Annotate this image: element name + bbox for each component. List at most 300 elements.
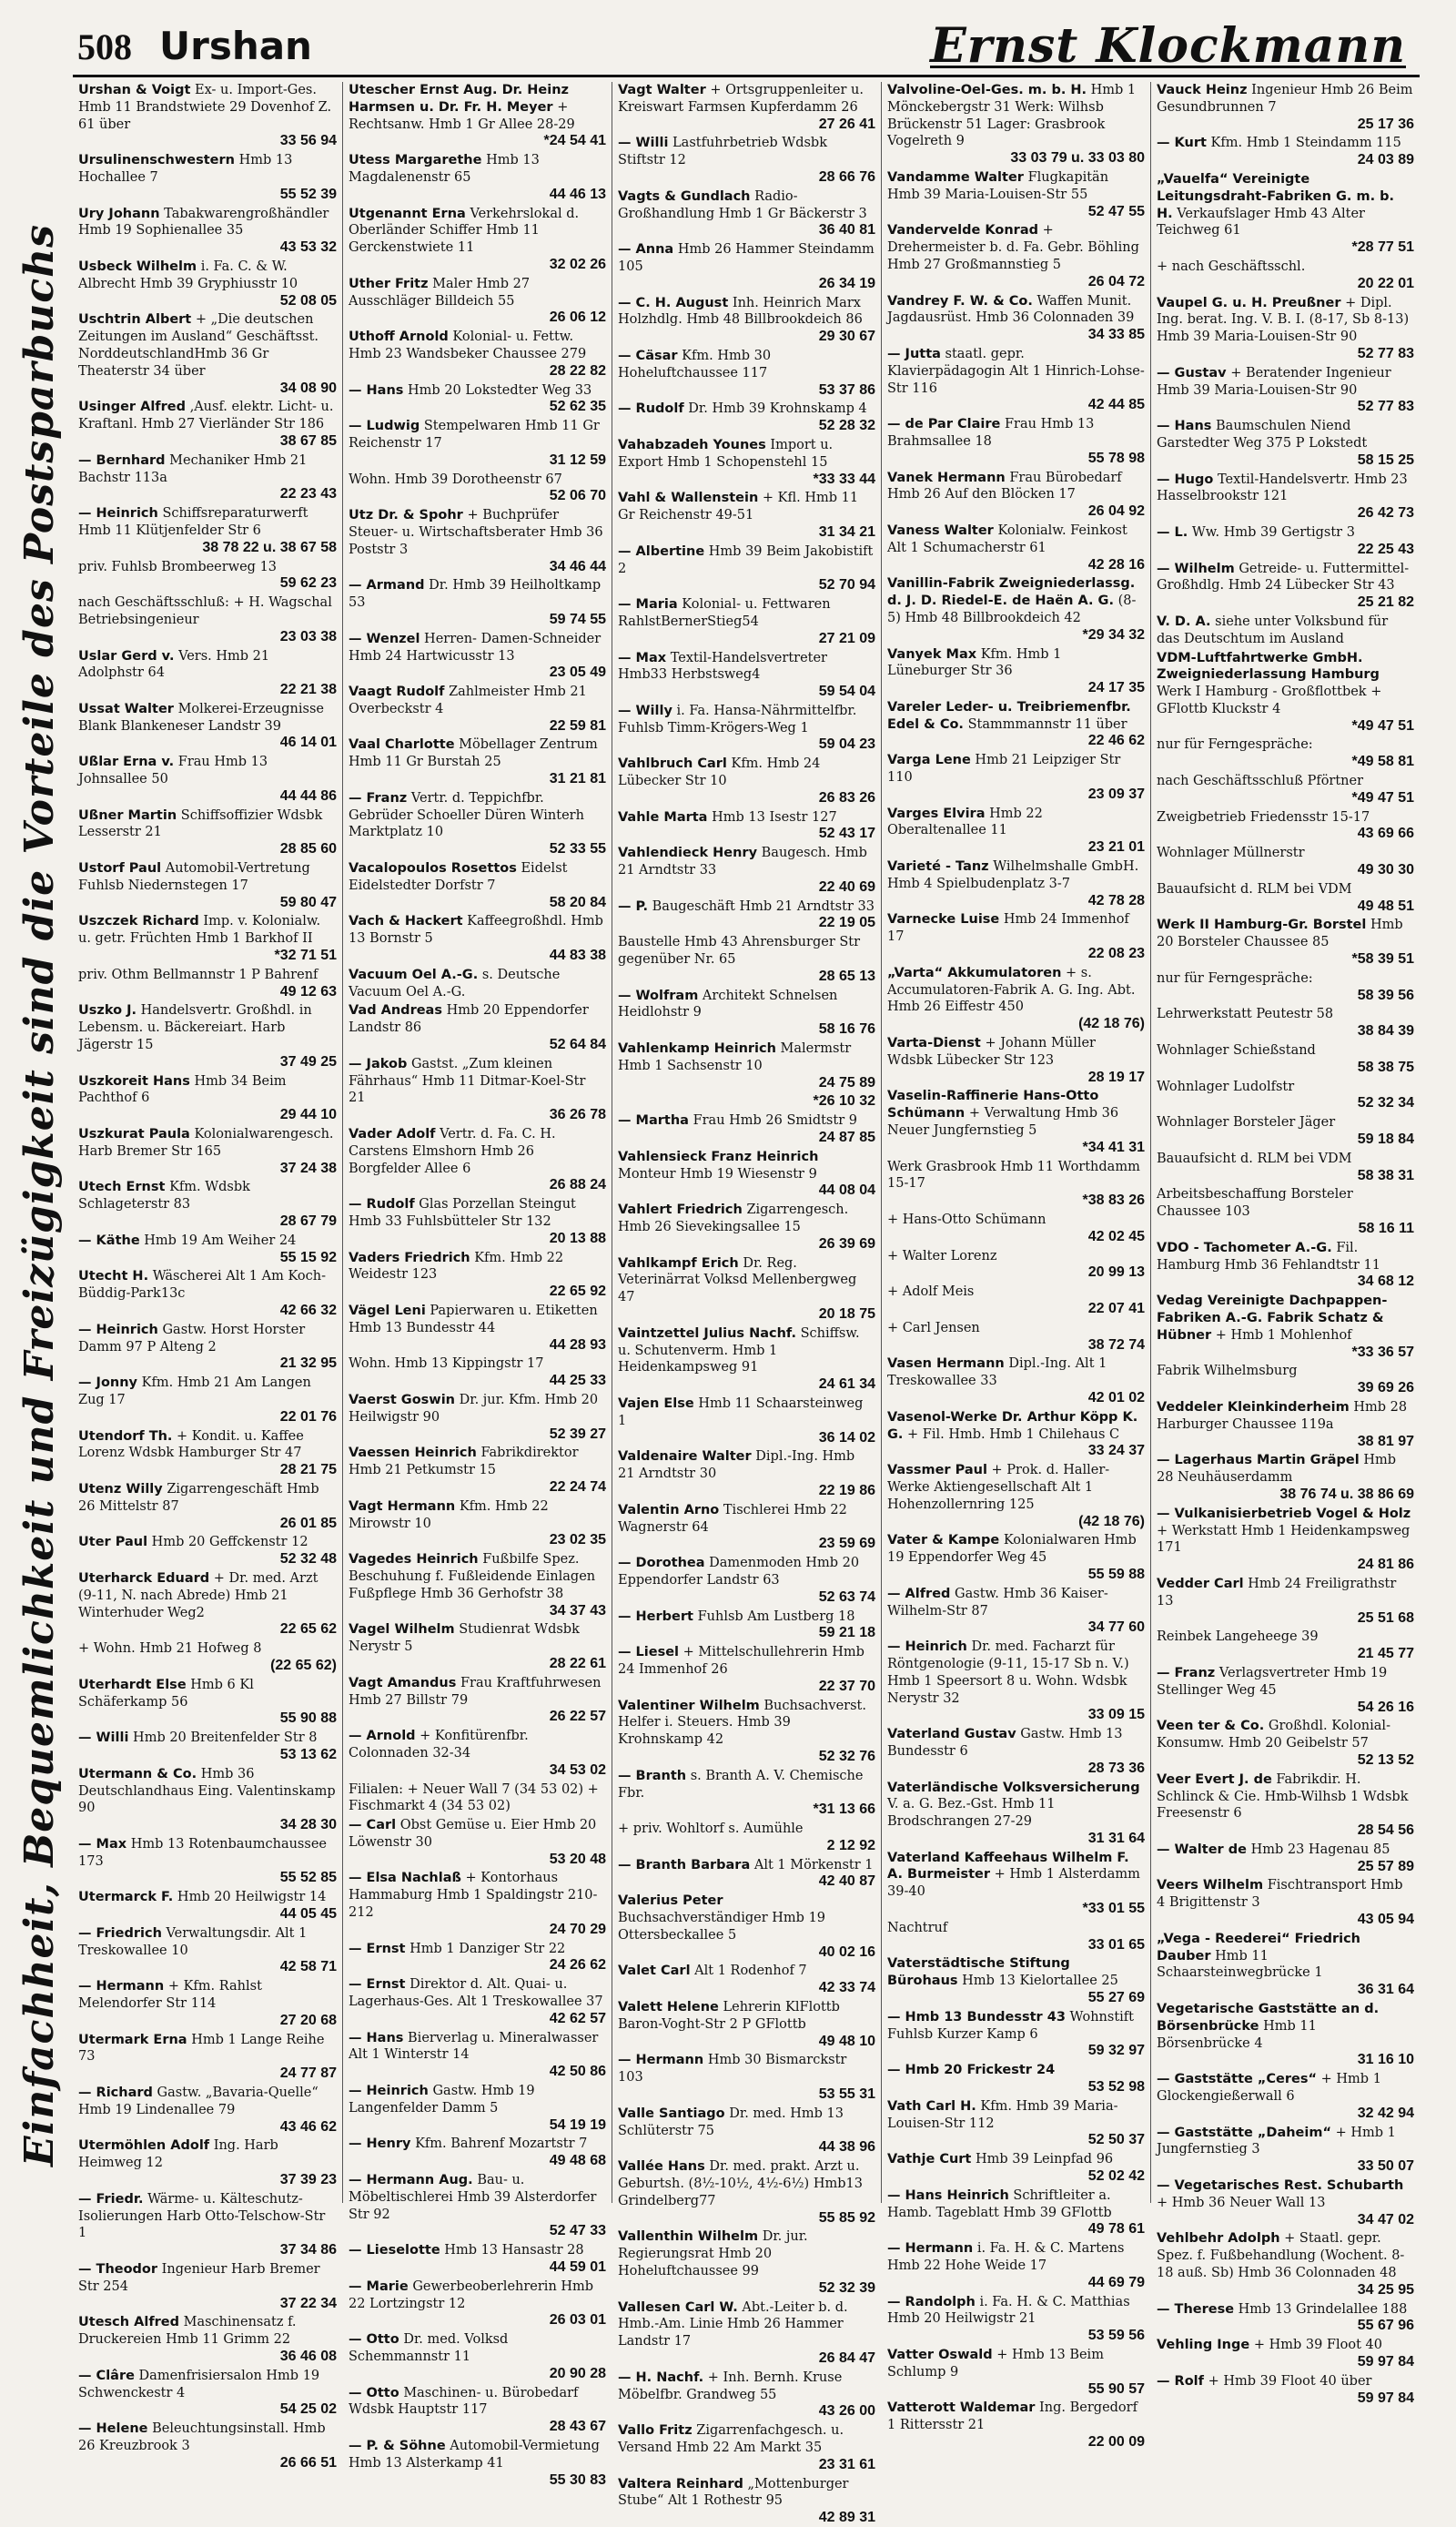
entry-phone-number: 22 65 62 bbox=[279, 1621, 337, 1638]
directory-entry bbox=[349, 577, 606, 628]
entry-details: Kolonial- u. Fettw. Hmb 23 Wandsbeker Chaussee 279 bbox=[349, 330, 587, 361]
entry-phone-number: 55 90 57 bbox=[1087, 2380, 1145, 2397]
entry-phone-number: 38 84 39 bbox=[1357, 1023, 1414, 1040]
entry-phone-number: 37 39 23 bbox=[279, 2172, 337, 2188]
entry-phone-number: *24 54 41 bbox=[543, 133, 606, 149]
entry-name: V. D. A. bbox=[1157, 614, 1211, 629]
header-rule bbox=[73, 75, 1420, 77]
entry-details: i. Fa. C. & W. Albrecht Hmb 39 Gryphiusstr 10 bbox=[78, 259, 298, 291]
entry-details: + Prok. d. Haller-Werke Aktiengesellschaft Alt 1 Hohenzollernring 125 bbox=[887, 1463, 1110, 1512]
entry-phone-number: 49 30 30 bbox=[1357, 862, 1414, 878]
entry-details: Schriftleiter a. Hamb. Tageblatt Hmb 39 GFlottb bbox=[887, 2187, 1112, 2220]
directory-entry bbox=[887, 2400, 1145, 2451]
directory-entry bbox=[618, 1202, 875, 1253]
directory-entry bbox=[78, 1677, 337, 1728]
entry-name: — Wenzel bbox=[349, 631, 420, 646]
entry-phone-number: 53 13 62 bbox=[279, 1746, 337, 1762]
directory-entry bbox=[887, 346, 1145, 414]
directory-entry bbox=[78, 648, 337, 699]
directory-entry bbox=[1157, 1240, 1414, 1291]
entry-details: + Kondit. u. Kaffee Lorenz Wdsbk Hamburger Str 47 bbox=[78, 1428, 304, 1461]
entry-phone-number: 26 03 01 bbox=[549, 2312, 606, 2329]
directory-entry bbox=[887, 470, 1145, 521]
directory-entry bbox=[618, 845, 875, 896]
entry-name: — Hermann bbox=[78, 1979, 165, 1994]
entry-name: — H. Nachf. bbox=[618, 2370, 704, 2385]
entry-phone-number: 52 70 94 bbox=[818, 577, 875, 594]
directory-entry bbox=[78, 2191, 337, 2259]
directory-entry bbox=[887, 1955, 1145, 2006]
entry-name: Valett Helene bbox=[618, 2000, 719, 2015]
directory-entry bbox=[618, 295, 875, 346]
entry-phone-number: 31 31 64 bbox=[1087, 1830, 1145, 1846]
entry-phone-number: 59 54 04 bbox=[818, 684, 875, 700]
entry-name: Uschtrin Albert bbox=[78, 312, 192, 328]
directory-entry bbox=[887, 1920, 1145, 1954]
directory-entry bbox=[78, 259, 337, 310]
entry-details: Textil-Handelsvertreter Hmb33 Herbstsweg4 bbox=[618, 650, 827, 683]
entry-details: Wärme- u. Kälteschutz-Isolierungen Harb Otto-Telschow-Str 1 bbox=[78, 2191, 326, 2241]
entry-details: Kolonial- u. Fettwaren RahlstBernerStieg54 bbox=[618, 597, 831, 629]
directory-entry bbox=[349, 790, 606, 858]
entry-name: Vaessen Heinrich bbox=[349, 1446, 477, 1461]
entry-name: Vaders Friedrich bbox=[349, 1250, 470, 1265]
entry-phone-number: 58 16 11 bbox=[1358, 1221, 1414, 1236]
entry-phone-number: 26 39 69 bbox=[818, 1235, 875, 1252]
directory-entry bbox=[1157, 2071, 1414, 2122]
entry-details: + Johann Müller Wdsbk Lübecker Str 123 bbox=[887, 1036, 1096, 1068]
directory-entry bbox=[78, 1375, 337, 1426]
entry-details: Lehrwerkstatt Peutestr 58 bbox=[1157, 1007, 1334, 1022]
entry-details: Frau Hmb 13 Johnsallee 50 bbox=[78, 755, 268, 787]
entry-phone-number: 55 85 92 bbox=[818, 2209, 875, 2226]
entry-details: Frau Kraftfuhrwesen Hmb 27 Billstr 79 bbox=[349, 1675, 602, 1708]
entry-details: Fabrikdirektor Hmb 21 Petkumstr 15 bbox=[349, 1446, 579, 1478]
entry-phone-number: 52 33 55 bbox=[549, 841, 606, 858]
entry-name: Uterharck Eduard bbox=[78, 1570, 210, 1586]
entry-phone-number: *49 58 81 bbox=[1351, 754, 1414, 770]
entry-name: Vagt Hermann bbox=[349, 1498, 456, 1514]
entry-phone-number: 52 32 76 bbox=[818, 1748, 875, 1764]
entry-details: Hmb 1 Danziger Str 22 bbox=[410, 1941, 566, 1956]
entry-phone-number: 22 21 38 bbox=[279, 682, 337, 698]
directory-entry bbox=[349, 1002, 606, 1053]
entry-phone-number: 36 40 81 bbox=[818, 222, 875, 238]
directory-entry bbox=[349, 1196, 606, 1247]
directory-entry bbox=[78, 1126, 337, 1177]
directory-entry bbox=[349, 1728, 606, 1779]
directory-entry bbox=[349, 684, 606, 735]
entry-details: Alt 1 Mörkenstr 1 bbox=[753, 1857, 874, 1872]
entry-phone-number: 32 02 26 bbox=[549, 256, 606, 272]
directory-entry bbox=[1157, 1506, 1414, 1574]
entry-details: Kfm. Hmb 1 Steindamm 115 bbox=[1210, 136, 1401, 151]
directory-entry bbox=[618, 1448, 875, 1499]
entry-phone-number: *34 41 31 bbox=[1082, 1139, 1145, 1155]
entry-details: Ing. Bergedorf 1 Rittersstr 21 bbox=[887, 2400, 1138, 2433]
entry-phone-number: 24 26 62 bbox=[549, 1957, 606, 1974]
entry-phone-number: 23 21 01 bbox=[1087, 839, 1145, 856]
directory-entry bbox=[1157, 82, 1414, 133]
directory-entry bbox=[887, 2098, 1145, 2149]
entry-phone-number: 31 16 10 bbox=[1357, 2052, 1414, 2068]
entry-phone-number: 52 06 70 bbox=[549, 488, 606, 504]
directory-entry bbox=[1157, 2337, 1414, 2371]
entry-details: Verlagsvertreter Hmb 19 Stellinger Weg 45 bbox=[1157, 1665, 1388, 1698]
entry-name: Vatterott Waldemar bbox=[887, 2400, 1036, 2416]
entry-details: Gewerbeoberlehrerin Hmb 22 Lortzingstr 12 bbox=[349, 2278, 594, 2311]
directory-entry bbox=[618, 650, 875, 701]
entry-phone-number: 52 62 35 bbox=[549, 399, 606, 415]
entry-details: Hmb 22 Oberaltenallee 11 bbox=[887, 806, 1043, 838]
entry-details: Gastw. Hmb 19 Langenfelder Damm 5 bbox=[349, 2084, 535, 2116]
entry-details: + Kfl. Hmb 11 Gr Reichenstr 49-51 bbox=[618, 491, 859, 523]
entry-details: priv. Fuhlsb Brombeerweg 13 bbox=[78, 559, 278, 574]
directory-entry bbox=[78, 1889, 337, 1923]
entry-phone-number: 29 30 67 bbox=[818, 329, 875, 345]
entry-details: Dr. med. prakt. Arzt u. Geburtsh. (8½-10½, 4½-6½) Hmb13 Grindelberg77 bbox=[618, 2159, 863, 2208]
entry-details: (8-5) Hmb 48 Billbrookdeich 42 bbox=[887, 594, 1137, 625]
entry-details: Vertr. d. Teppichfbr. Gebrüder Schoeller Düren Winterh Marktplatz 10 bbox=[349, 790, 584, 840]
entry-details: Gastst. „Zum kleinen Fährhaus“ Hmb 11 Ditmar-Koel-Str 21 bbox=[349, 1056, 586, 1106]
directory-entry bbox=[618, 188, 875, 239]
entry-details: Maler Hmb 27 Ausschläger Billdeich 55 bbox=[349, 276, 531, 309]
directory-entry bbox=[78, 860, 337, 911]
entry-phone-number: *49 47 51 bbox=[1351, 789, 1414, 806]
entry-details: + Rechtsanw. Hmb 1 Gr Allee 28-29 bbox=[349, 99, 575, 132]
entry-name: Utecht H. bbox=[78, 1269, 149, 1284]
directory-entry bbox=[887, 2062, 1145, 2096]
entry-details: Hmb 20 Lokstedter Weg 33 bbox=[408, 382, 592, 398]
entry-details: Radio-Großhandlung Hmb 1 Gr Bäckerstr 3 bbox=[618, 188, 867, 221]
entry-name: Varges Elvira bbox=[887, 806, 986, 821]
entry-phone-number: 24 87 85 bbox=[818, 1130, 875, 1146]
directory-entry bbox=[349, 329, 606, 380]
entry-details: Hmb 39 Beim Jakobistift 2 bbox=[618, 543, 874, 576]
entry-name: Vareler Leder- u. Treibriemenfbr. Edel & Co. bbox=[887, 699, 1131, 732]
entry-details: Hmb 13 Kielortallee 25 bbox=[962, 1974, 1118, 1989]
entry-name: — Ludwig bbox=[349, 419, 420, 434]
entry-details: Gastw. „Bavaria-Quelle“ Hmb 19 Lindenallee 79 bbox=[78, 2086, 318, 2117]
directory-entry bbox=[349, 472, 606, 506]
directory-entry bbox=[618, 1395, 875, 1446]
directory-entry bbox=[78, 1268, 337, 1319]
entry-details: + nach Geschäftsschl. bbox=[1157, 259, 1306, 274]
entry-name: Utescher Ernst Aug. Dr. Heinz Harmsen u. Dr. Fr. H. Meyer bbox=[349, 83, 569, 115]
directory-entry bbox=[78, 452, 337, 503]
directory-entry bbox=[887, 1088, 1145, 1156]
entry-name: — Heinrich bbox=[78, 506, 158, 522]
directory-entry bbox=[1157, 736, 1414, 771]
entry-details: Zweigbetrieb Friedensstr 15-17 bbox=[1157, 809, 1370, 825]
entry-details: + Hmb 1 Jungfernstieg 3 bbox=[1157, 2125, 1396, 2157]
entry-phone-number: 21 45 77 bbox=[1357, 1646, 1414, 1662]
directory-entry bbox=[618, 2052, 875, 2103]
directory-entry bbox=[618, 1893, 875, 1961]
entry-name: Uthoff Arnold bbox=[349, 330, 449, 345]
entry-name: Vagel Wilhelm bbox=[349, 1622, 455, 1638]
directory-entry bbox=[78, 2314, 337, 2365]
entry-name: Vaterland Gustav bbox=[887, 1727, 1016, 1742]
entry-phone-number: 59 62 23 bbox=[279, 575, 337, 592]
directory-entry bbox=[618, 596, 875, 647]
entry-name: — Rudolf bbox=[349, 1197, 415, 1213]
entry-name: Vaterstädtische Stiftung Bürohaus bbox=[887, 1956, 1070, 1989]
entry-name: Valerius Peter bbox=[618, 1893, 723, 1909]
directory-entry bbox=[887, 1639, 1145, 1724]
entry-details: Stammmannstr 11 über bbox=[967, 716, 1127, 732]
entry-name: — Hans Heinrich bbox=[887, 2187, 1009, 2203]
entry-phone-number: 52 77 83 bbox=[1357, 399, 1414, 415]
entry-name: — Hans bbox=[349, 382, 404, 398]
directory-entry bbox=[887, 752, 1145, 803]
entry-details: Hmb 1 Lange Reihe 73 bbox=[78, 2032, 325, 2065]
entry-phone-number: 43 05 94 bbox=[1357, 1912, 1414, 1928]
directory-entry bbox=[618, 348, 875, 399]
entry-phone-number: 55 52 85 bbox=[279, 1870, 337, 1886]
entry-phone-number: 25 21 82 bbox=[1357, 594, 1414, 611]
entry-name: Vaselin-Raffinerie Hans-Otto Schümann bbox=[887, 1089, 1099, 1121]
directory-entry bbox=[887, 2009, 1145, 2060]
directory-entry bbox=[887, 293, 1145, 344]
entry-details: Fil. Hamburg Hmb 36 Fehlandtstr 11 bbox=[1157, 1240, 1381, 1273]
entry-name: — Bernhard bbox=[78, 452, 166, 468]
entry-phone-number: 28 54 56 bbox=[1357, 1822, 1414, 1839]
entry-name: — Willi bbox=[618, 136, 669, 151]
entry-details: staatl. gepr. Klavierpädagogin Alt 1 Hinrich-Lohse-Str 116 bbox=[887, 346, 1145, 396]
entry-phone-number: 34 33 85 bbox=[1087, 327, 1145, 343]
entry-phone-number: 52 50 37 bbox=[1087, 2132, 1145, 2148]
directory-entry bbox=[887, 965, 1145, 1033]
entry-details: Wohnstift Fuhlsb Kurzer Kamp 6 bbox=[887, 2009, 1134, 2042]
entry-phone-number: 52 47 55 bbox=[1087, 203, 1145, 219]
entry-phone-number: 20 13 88 bbox=[549, 1230, 606, 1246]
entry-phone-number: 53 20 48 bbox=[549, 1851, 606, 1867]
directory-entry bbox=[1157, 1629, 1414, 1663]
entry-phone-number: 22 24 74 bbox=[549, 1478, 606, 1495]
entry-phone-number: 23 05 49 bbox=[549, 665, 606, 681]
entry-phone-number: 22 40 69 bbox=[818, 878, 875, 895]
entry-name: Vater & Kampe bbox=[887, 1533, 1000, 1548]
entry-details: nach Geschäftsschluß: + H. Wagschal Betriebsingenieur bbox=[78, 595, 332, 627]
directory-entry bbox=[1157, 171, 1414, 257]
directory-entry bbox=[618, 1325, 875, 1394]
entry-details: Schiffsreparaturwerft Hmb 11 Klütjenfelder Str 6 bbox=[78, 506, 308, 538]
entry-phone-number: 55 15 92 bbox=[279, 1249, 337, 1265]
entry-phone-number: 31 21 81 bbox=[549, 771, 606, 787]
entry-details: Stempelwaren Hmb 11 Gr Reichenstr 17 bbox=[349, 419, 600, 451]
entry-phone-number: *28 77 51 bbox=[1351, 239, 1414, 256]
entry-details: s. Deutsche Vacuum Oel A.-G. bbox=[349, 967, 561, 1000]
entry-name: Vagedes Heinrich bbox=[349, 1552, 479, 1568]
entry-phone-number: 37 24 38 bbox=[279, 1160, 337, 1176]
directory-entry bbox=[887, 2347, 1145, 2398]
entry-phone-number: 52 28 32 bbox=[818, 418, 875, 434]
directory-entry bbox=[618, 2158, 875, 2227]
directory-entry bbox=[349, 1392, 606, 1443]
entry-details: Dr. jur. Regierungsrat Hmb 20 Hoheluftchaussee 99 bbox=[618, 2229, 808, 2279]
entry-phone-number: 52 77 83 bbox=[1357, 345, 1414, 361]
entry-details: Papierwaren u. Etiketten Hmb 13 Bundesstr 44 bbox=[349, 1303, 598, 1335]
entry-name: — Gaststätte „Ceres“ bbox=[1157, 2072, 1318, 2087]
directory-entry bbox=[1157, 650, 1414, 736]
entry-details: + Adolf Meis bbox=[887, 1284, 975, 1300]
entry-details: Wilhelmshalle GmbH. Hmb 4 Spielbudenplatz 3-7 bbox=[887, 859, 1139, 891]
directory-entry bbox=[349, 2030, 606, 2081]
entry-details: Hmb 24 Freiligrathstr 13 bbox=[1157, 1576, 1397, 1609]
entry-phone-number: 22 19 86 bbox=[818, 1482, 875, 1498]
entry-name: Werk II Hamburg-Gr. Borstel bbox=[1157, 918, 1367, 933]
entry-phone-number: *31 13 66 bbox=[813, 1801, 875, 1818]
entry-details: Kfm. Wdsbk Schlageterstr 83 bbox=[78, 1180, 250, 1213]
entry-details: Obst Gemüse u. Eier Hmb 20 Löwenstr 30 bbox=[349, 1818, 597, 1850]
entry-details: Hmb 11 Schaarsteinweg 1 bbox=[618, 1395, 864, 1428]
entry-details: ‚Ausf. elektr. Licht- u. Kraftanl. Hmb 27 Vierländer Str 186 bbox=[78, 400, 334, 432]
entry-phone-number: 34 77 60 bbox=[1087, 1619, 1145, 1636]
entry-phone-number: 44 38 96 bbox=[818, 2139, 875, 2156]
entry-name: Utermann & Co. bbox=[78, 1766, 197, 1781]
directory-entry bbox=[887, 2240, 1145, 2291]
directory-entry bbox=[1157, 1842, 1414, 1876]
directory-entry bbox=[887, 169, 1145, 220]
entry-details: siehe unter Volksbund für das Deutschtum im Ausland bbox=[1157, 614, 1389, 646]
entry-phone-number: 59 04 23 bbox=[818, 736, 875, 753]
entry-phone-number: 33 09 15 bbox=[1087, 1707, 1145, 1723]
entry-details: Hmb 30 Bismarckstr 103 bbox=[618, 2053, 847, 2086]
entry-name: Usinger Alfred bbox=[78, 400, 186, 415]
entry-details: Bierverlag u. Mineralwasser Alt 1 Winterstr 14 bbox=[349, 2030, 599, 2063]
entry-phone-number: 33 01 65 bbox=[1087, 1936, 1145, 1953]
entry-name: — Käthe bbox=[78, 1233, 140, 1248]
entry-name: Utenz Willy bbox=[78, 1481, 163, 1497]
entry-name: Vanillin-Fabrik Zweigniederlassg. d. J. D. Riedel-E. de Haën A. G. bbox=[887, 576, 1136, 609]
entry-details: Buchsachverständiger Hmb 19 Ottersbeckallee 5 bbox=[618, 1911, 826, 1943]
entry-phone-number: 44 08 04 bbox=[818, 1182, 875, 1199]
entry-name: Ußlar Erna v. bbox=[78, 755, 175, 770]
entry-name: — Hmb 13 Bundesstr 43 bbox=[887, 2009, 1066, 2025]
entry-details: Wohnlager Borsteler Jäger bbox=[1157, 1115, 1336, 1131]
entry-phone-number: 59 21 18 bbox=[818, 1625, 875, 1641]
entry-details: Flugkapitän Hmb 39 Maria-Louisen-Str 55 bbox=[887, 169, 1109, 202]
entry-name: Vathje Curt bbox=[887, 2152, 972, 2167]
directory-entry bbox=[1157, 1186, 1414, 1237]
entry-details: Werk Grasbrook Hmb 11 Worthdamm 15-17 bbox=[887, 1159, 1140, 1192]
entry-phone-number: (22 65 62) bbox=[270, 1657, 337, 1673]
directory-entry bbox=[1157, 1151, 1414, 1185]
entry-details: + Hmb 36 Neuer Wall 13 bbox=[1157, 2195, 1326, 2210]
entry-name: — Richard bbox=[78, 2086, 153, 2101]
entry-phone-number: 42 44 85 bbox=[1087, 397, 1145, 413]
directory-column bbox=[1150, 82, 1420, 2406]
entry-details: + Dipl. Ing. berat. Ing. V. B. I. (8-17, Sb 8-13) Hmb 39 Maria-Louisen-Str 90 bbox=[1157, 295, 1410, 345]
entry-details: Malermstr Hmb 1 Sachsenstr 10 bbox=[618, 1041, 852, 1073]
directory-column bbox=[612, 82, 881, 2526]
entry-name: Valdenaire Walter bbox=[618, 1449, 752, 1465]
entry-phone-number: 44 59 01 bbox=[549, 2259, 606, 2276]
directory-entry bbox=[887, 858, 1145, 909]
directory-entry bbox=[618, 1093, 875, 1111]
entry-details: Vers. Hmb 21 Adolphstr 64 bbox=[78, 648, 270, 681]
entry-details: Fußbilfe Spez. Beschuhung f. Fußleidende Einlagen Fußpflege Hmb 36 Gerhofstr 38 bbox=[349, 1552, 596, 1601]
entry-name: Vedder Carl bbox=[1157, 1576, 1244, 1591]
entry-phone-number: 27 21 09 bbox=[818, 630, 875, 646]
entry-details: + Hmb 13 Beim Schlump 9 bbox=[887, 2348, 1104, 2380]
entry-phone-number: 34 28 30 bbox=[279, 1817, 337, 1833]
directory-entry bbox=[1157, 917, 1414, 968]
entry-name: Vägel Leni bbox=[349, 1303, 426, 1318]
entry-phone-number: 44 25 33 bbox=[549, 1373, 606, 1389]
directory-entry bbox=[78, 1640, 337, 1675]
directory-entry bbox=[78, 1428, 337, 1479]
entry-phone-number: 40 02 16 bbox=[818, 1943, 875, 1960]
entry-details: Wohn. Hmb 13 Kippingstr 17 bbox=[349, 1356, 544, 1372]
entry-details: Tabakwarengroßhändler Hmb 19 Sophienallee 35 bbox=[78, 206, 329, 238]
entry-details: Fischtransport Hmb 4 Brigittenstr 3 bbox=[1157, 1878, 1403, 1911]
entry-details: Hmb 28 Neuhäuserdamm bbox=[1157, 1453, 1397, 1486]
entry-name: Vaagt Rudolf bbox=[349, 685, 445, 700]
directory-entry bbox=[349, 2438, 606, 2489]
entry-phone-number: 31 34 21 bbox=[818, 523, 875, 540]
directory-entry bbox=[78, 1002, 337, 1071]
entry-name: VDO - Tachometer A.-G. bbox=[1157, 1240, 1332, 1255]
entry-name: „Vauelfa“ Vereinigte Leitungsdraht-Fabriken G. m. b. H. bbox=[1157, 171, 1395, 221]
entry-phone-number: 52 32 34 bbox=[1357, 1095, 1414, 1111]
entry-phone-number: 26 66 51 bbox=[279, 2454, 337, 2471]
directory-entry bbox=[618, 437, 875, 488]
directory-column bbox=[342, 82, 612, 2488]
entry-name: Vandervelde Konrad bbox=[887, 223, 1038, 238]
entry-name: „Varta“ Akkumulatoren bbox=[887, 965, 1062, 980]
entry-details: + Fil. Hmb. Hmb 1 Chilehaus C bbox=[907, 1426, 1120, 1442]
directory-entry bbox=[78, 807, 337, 858]
directory-entry bbox=[887, 2294, 1145, 2345]
entry-phone-number: 55 90 88 bbox=[279, 1710, 337, 1727]
entry-phone-number: 55 59 88 bbox=[1087, 1566, 1145, 1582]
entry-phone-number: 20 90 28 bbox=[549, 2365, 606, 2381]
entry-phone-number: 59 74 55 bbox=[549, 611, 606, 627]
entry-phone-number: 34 47 02 bbox=[1357, 2211, 1414, 2228]
entry-phone-number: 24 17 35 bbox=[1087, 680, 1145, 696]
directory-entry bbox=[349, 2136, 606, 2170]
entry-details: V. a. G. Bez.-Gst. Hmb 11 Brodschrangen 27-29 bbox=[887, 1797, 1056, 1830]
entry-details: Kfm. Hmb 22 Weidestr 123 bbox=[349, 1250, 564, 1283]
entry-details: Bau- u. Möbeltischlerei Hmb 39 Alsterdorfer Str 92 bbox=[349, 2173, 597, 2222]
directory-entry bbox=[887, 1159, 1145, 1210]
entry-phone-number: 58 38 75 bbox=[1357, 1059, 1414, 1075]
entry-details: + Verwaltung Hmb 36 Neuer Jungfernstieg 5 bbox=[887, 1106, 1119, 1139]
directory-entry bbox=[349, 1976, 606, 2027]
entry-name: Usbeck Wilhelm bbox=[78, 259, 197, 274]
entry-phone-number: *33 33 44 bbox=[813, 471, 875, 487]
directory-entry bbox=[887, 806, 1145, 857]
entry-name: — Carl bbox=[349, 1818, 397, 1833]
directory-entry bbox=[78, 1570, 337, 1639]
entry-name: Urshan & Voigt bbox=[78, 83, 191, 97]
entry-name: Vahlensieck Franz Heinrich bbox=[618, 1149, 819, 1164]
entry-details: Hmb 1 Mönckebergstr 31 Werk: Wilhsb Brückenstr 51 Lager: Grasbrook Vogelreth 9 bbox=[887, 83, 1137, 149]
directory-entry bbox=[349, 1498, 606, 1549]
directory-entry bbox=[1157, 1771, 1414, 1840]
directory-entry bbox=[1157, 1042, 1414, 1077]
entry-phone-number: 52 02 42 bbox=[1087, 2168, 1145, 2185]
entry-details: Wohnlager Schießstand bbox=[1157, 1043, 1316, 1059]
directory-entry bbox=[349, 967, 606, 1001]
directory-entry bbox=[349, 1303, 606, 1354]
entry-name: Ury Johann bbox=[78, 206, 160, 221]
entry-phone-number: 26 04 72 bbox=[1087, 273, 1145, 289]
entry-details: Import u. Export Hmb 1 Schopenstehl 15 bbox=[618, 437, 834, 470]
directory-entry bbox=[349, 913, 606, 964]
